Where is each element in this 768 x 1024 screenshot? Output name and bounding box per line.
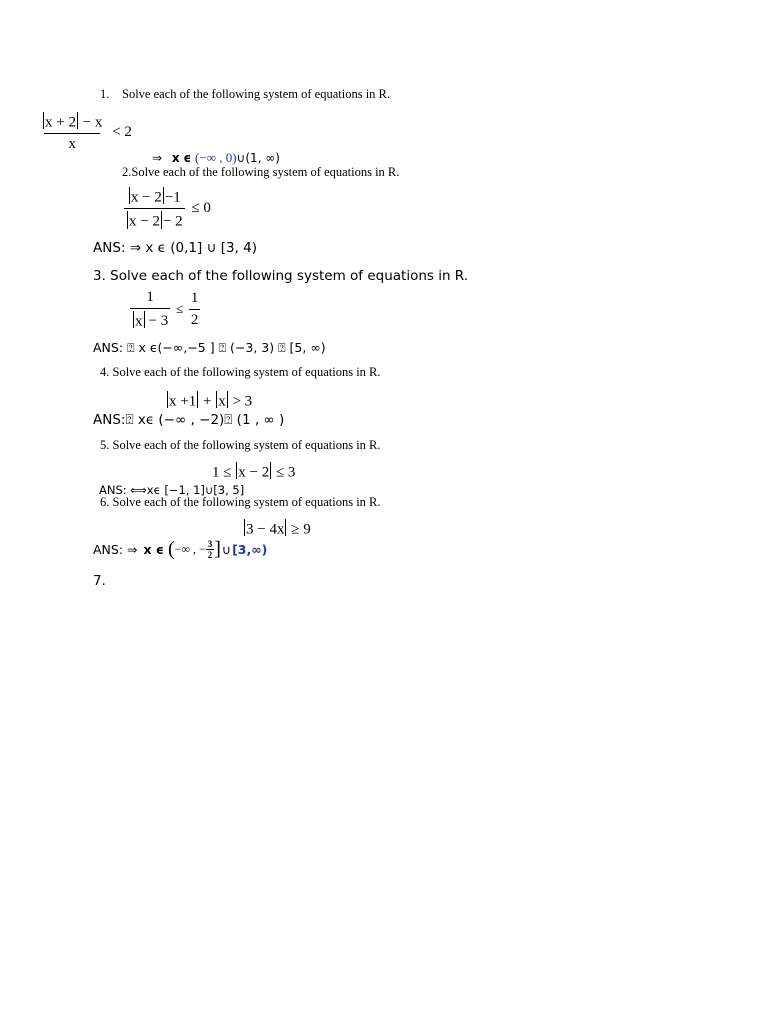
q6-answer-fraction bbox=[206, 539, 215, 560]
abs-bar-icon bbox=[77, 112, 78, 129]
q1-answer-in: ϵ bbox=[183, 151, 192, 165]
q6-answer-label: ANS: ⇒ bbox=[93, 542, 138, 557]
q6-answer-frac-num: 3 bbox=[207, 539, 213, 549]
q2-denominator bbox=[124, 208, 185, 230]
q3-right-numerator: 1 bbox=[190, 290, 199, 307]
q6-answer-bracket: ] bbox=[214, 538, 221, 560]
q1-numerator bbox=[40, 112, 104, 133]
q6-relation: ≥ 9 bbox=[291, 521, 311, 538]
q1-relation: < 2 bbox=[112, 124, 132, 141]
q3-expression bbox=[130, 289, 200, 330]
q6-prompt: 6. Solve each of the following system of equations in R. bbox=[100, 495, 381, 509]
abs-bar-icon bbox=[161, 211, 162, 228]
q4-relation: > 3 bbox=[232, 393, 253, 410]
q1-answer-part2: (1, ∞) bbox=[245, 151, 280, 165]
abs-bar-icon bbox=[227, 391, 228, 408]
q3-left-fraction bbox=[130, 289, 170, 330]
abs-bar-icon bbox=[133, 311, 134, 328]
q6-answer-frac-den: 2 bbox=[207, 550, 213, 560]
q1-answer bbox=[152, 150, 280, 166]
abs-bar-icon bbox=[167, 391, 168, 408]
q5-answer: ANS: ⟺xϵ [−1, 1]∪[3, 5] bbox=[99, 483, 245, 497]
q3-left-den-tail: − 3 bbox=[148, 313, 169, 330]
q2-num-tail: −1 bbox=[164, 189, 181, 206]
q6-answer-minus-inf: −∞ , − bbox=[174, 542, 206, 556]
q3-prompt: 3. Solve each of the following system of equations in R. bbox=[93, 268, 468, 284]
abs-bar-icon bbox=[285, 519, 286, 536]
q4-prompt: 4. Solve each of the following system of equations in R. bbox=[100, 365, 381, 379]
q4-expression bbox=[166, 391, 252, 410]
q3-left-numerator: 1 bbox=[146, 289, 154, 305]
q6-expression bbox=[243, 519, 311, 538]
q1-answer-x: x bbox=[171, 151, 180, 165]
q2-expression bbox=[124, 187, 211, 231]
q1-prompt: Solve each of the following system of equations in R. bbox=[122, 87, 391, 101]
q4-plus: + bbox=[202, 393, 212, 410]
q2-numerator bbox=[126, 187, 183, 208]
implies-arrow-icon: ⇒ bbox=[152, 151, 163, 165]
abs-bar-icon bbox=[244, 519, 245, 536]
q3-left-denominator bbox=[130, 308, 170, 330]
q2-num-inner: x − 2 bbox=[130, 189, 162, 206]
abs-bar-icon bbox=[270, 462, 271, 479]
q6-answer-tail: [3,∞) bbox=[232, 542, 268, 557]
q5-relation: ≤ 3 bbox=[275, 464, 296, 481]
q1-fraction bbox=[40, 112, 104, 153]
q1-num-inner: x + 2 bbox=[45, 114, 76, 131]
q6-answer-union: ∪ bbox=[221, 542, 232, 557]
q5-expression bbox=[212, 462, 295, 481]
q2-relation: ≤ 0 bbox=[191, 200, 211, 217]
q3-right-denominator: 2 bbox=[189, 309, 201, 329]
q3-left-den-inner: x bbox=[135, 313, 143, 330]
q7-number: 7. bbox=[93, 573, 106, 589]
q6-answer-paren: ( bbox=[167, 538, 175, 560]
q2-answer: ANS: ⇒ x ϵ (0,1] ∪ [3, 4) bbox=[93, 240, 257, 256]
q4-answer: ANS:⍰ xϵ (−∞ , −2)⍰ (1 , ∞ ) bbox=[93, 412, 285, 428]
q3-right-fraction bbox=[189, 290, 201, 329]
abs-bar-icon bbox=[43, 112, 44, 129]
q4-inner1: x +1 bbox=[169, 393, 197, 410]
q3-relation: ≤ bbox=[175, 301, 184, 317]
q1-answer-part1: (−∞ , 0) bbox=[195, 150, 237, 165]
q1-answer-union: ∪ bbox=[236, 151, 246, 165]
q2-fraction bbox=[124, 187, 185, 231]
q1-num-tail: − x bbox=[82, 114, 103, 131]
q2-den-inner: x − 2 bbox=[129, 213, 160, 230]
q3-answer: ANS: ⍰ x ϵ(−∞,−5 ] ⍰ (−3, 3) ⍰ [5, ∞) bbox=[93, 340, 326, 355]
q1-expression bbox=[40, 112, 132, 153]
abs-bar-icon bbox=[163, 187, 164, 204]
q2-prompt: 2.Solve each of the following system of equations in R. bbox=[122, 165, 400, 179]
abs-bar-icon bbox=[197, 391, 198, 408]
q1-number: 1. bbox=[100, 87, 110, 101]
q5-prompt: 5. Solve each of the following system of equations in R. bbox=[100, 438, 381, 452]
q5-inner: x − 2 bbox=[238, 464, 270, 481]
q6-answer-x: x ϵ bbox=[143, 542, 164, 557]
q2-den-tail: − 2 bbox=[162, 213, 183, 230]
q6-inner: 3 − 4x bbox=[246, 521, 285, 538]
abs-bar-icon bbox=[129, 187, 130, 204]
q4-inner2: x bbox=[218, 393, 226, 410]
abs-bar-icon bbox=[144, 311, 145, 328]
q5-lead: 1 ≤ bbox=[212, 464, 232, 481]
q6-answer bbox=[93, 538, 267, 561]
q1-denominator: x bbox=[44, 133, 100, 153]
abs-bar-icon bbox=[127, 211, 128, 228]
